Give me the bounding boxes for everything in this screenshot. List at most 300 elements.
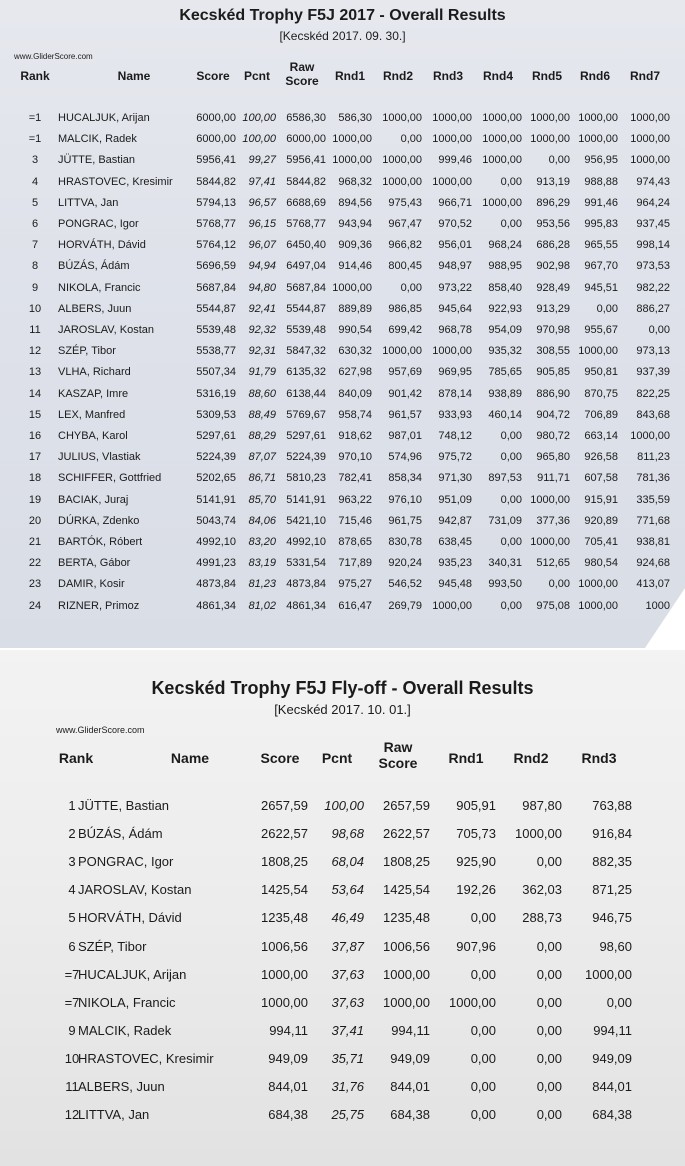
- col-header-rank: Rank: [58, 750, 94, 766]
- cell-r1: 907,96: [456, 938, 496, 954]
- cell-r6: 705,41: [584, 536, 618, 548]
- cell-r1: 627,98: [338, 366, 372, 379]
- cell-raw: 5421,10: [286, 514, 326, 527]
- cell-r3: 1000,00: [432, 133, 472, 146]
- cell-pcnt: 99,27: [248, 154, 276, 167]
- cell-r4: 731,09: [488, 514, 522, 527]
- cell-r7: 781,36: [636, 472, 670, 485]
- cell-score: 5224,39: [196, 451, 236, 464]
- cell-score: 5043,74: [196, 514, 236, 527]
- cell-score: 5539,48: [196, 324, 236, 336]
- cell-raw: 6135,32: [286, 366, 326, 379]
- cell-r6: 956,95: [584, 154, 618, 167]
- cell-r4: 0,00: [500, 536, 522, 548]
- cell-r5: 904,72: [536, 408, 570, 421]
- cell-pcnt: 37,63: [331, 966, 364, 982]
- cell-r1: 1000,00: [449, 994, 496, 1010]
- cell-score: 5844,82: [196, 175, 236, 188]
- cell-r1: 914,46: [338, 260, 372, 273]
- cell-r7: 938,81: [636, 536, 670, 548]
- cell-score: 5794,13: [196, 196, 236, 209]
- cell-rank: 10: [28, 302, 42, 315]
- cell-rank: 16: [28, 430, 42, 442]
- cell-name: BERTA, Gábor: [58, 557, 131, 570]
- cell-r3: 945,48: [438, 578, 472, 591]
- cell-r2: 1000,00: [382, 154, 422, 167]
- cell-score: 5696,59: [196, 260, 236, 273]
- cell-name: JAROSLAV, Kostan: [78, 882, 192, 898]
- cell-rank: 22: [28, 557, 42, 570]
- cell-rank: 7: [31, 239, 39, 252]
- col-header-rnd3: Rnd3: [433, 69, 463, 83]
- cell-raw: 6138,44: [286, 387, 326, 400]
- cell-name: NIKOLA, Francic: [58, 281, 141, 294]
- cell-raw: 5810,23: [286, 472, 326, 485]
- cell-rank: 15: [28, 408, 42, 421]
- cell-r5: 980,72: [536, 430, 570, 442]
- cell-r7: 924,68: [636, 557, 670, 570]
- cell-r3: 942,87: [438, 514, 472, 527]
- cell-pcnt: 94,80: [248, 281, 276, 294]
- cell-r4: 0,00: [500, 493, 522, 506]
- cell-rank: 13: [28, 366, 42, 379]
- cell-r6: 915,91: [584, 493, 618, 506]
- flyoff-title: Kecskéd Trophy F5J Fly-off - Overall Results: [151, 678, 534, 698]
- cell-rank: 5: [31, 196, 39, 209]
- cell-raw: 4992,10: [286, 536, 326, 548]
- cell-r5: 896,29: [536, 196, 570, 209]
- cell-raw: 5544,87: [286, 302, 326, 315]
- cell-r6: 870,75: [584, 387, 618, 400]
- flyoff-subtitle: [Kecskéd 2017. 10. 01.]: [274, 702, 411, 717]
- cell-r5: 886,90: [536, 387, 570, 400]
- col-header-pcnt: Pcnt: [321, 750, 353, 766]
- cell-name: DAMIR, Kosir: [58, 578, 125, 591]
- cell-r1: 943,94: [338, 218, 372, 230]
- cell-raw: 6000,00: [286, 133, 326, 146]
- cell-score: 5507,34: [196, 366, 236, 379]
- cell-r3: 882,35: [592, 854, 632, 870]
- col-header-name: Name: [117, 69, 151, 83]
- cell-score: 949,09: [268, 1050, 308, 1066]
- cell-raw: 6497,04: [286, 260, 326, 273]
- cell-r3: 975,72: [438, 451, 472, 464]
- cell-r4: 938,89: [488, 387, 522, 400]
- cell-rank: 11: [65, 1079, 79, 1094]
- cell-name: SZÉP, Tibor: [78, 938, 147, 954]
- cell-pcnt: 92,31: [248, 345, 276, 358]
- cell-r5: 1000,00: [530, 493, 570, 506]
- cell-name: CHYBA, Karol: [58, 430, 128, 442]
- cell-rank: 12: [64, 1107, 80, 1123]
- cell-pcnt: 96,07: [248, 239, 276, 252]
- cell-raw: 5847,32: [286, 345, 326, 358]
- cell-raw: 6688,69: [286, 196, 326, 209]
- cell-r2: 987,01: [388, 430, 422, 442]
- col-header-rank: Rank: [20, 69, 50, 83]
- cell-r3: 966,71: [438, 196, 472, 209]
- cell-rank: 14: [28, 387, 42, 400]
- cell-name: BÚZÁS, Ádám: [58, 260, 130, 273]
- cell-r4: 858,40: [488, 281, 522, 294]
- cell-pcnt: 81,02: [248, 599, 276, 612]
- cell-r6: 991,46: [584, 196, 618, 209]
- cell-r3: 951,09: [438, 493, 472, 506]
- cell-pcnt: 91,79: [248, 366, 276, 379]
- cell-pcnt: 68,04: [331, 854, 364, 870]
- cell-score: 5316,19: [196, 387, 236, 400]
- col-header-rnd2: Rnd2: [383, 69, 413, 83]
- cell-raw: 2657,59: [383, 798, 430, 813]
- cell-r2: 699,42: [388, 324, 422, 336]
- col-header-rnd1: Rnd1: [335, 69, 365, 83]
- cell-r2: 1000,00: [382, 345, 422, 358]
- cell-pcnt: 83,20: [248, 536, 276, 548]
- cell-name: PONGRAC, Igor: [58, 218, 139, 230]
- cell-r2: 1000,00: [515, 826, 562, 842]
- cell-r2: 901,42: [388, 387, 422, 400]
- cell-r1: 990,54: [338, 324, 372, 336]
- cell-raw: 1000,00: [383, 966, 430, 982]
- cell-score: 1000,00: [261, 994, 308, 1010]
- cell-score: 4991,23: [196, 557, 236, 570]
- cell-rank: 18: [28, 472, 42, 485]
- cell-r6: 706,89: [584, 408, 618, 421]
- cell-r7: 1000,00: [630, 430, 670, 442]
- cell-r2: 269,79: [388, 599, 422, 612]
- cell-r1: 840,09: [338, 387, 372, 400]
- cell-r4: 1000,00: [482, 154, 522, 167]
- cell-pcnt: 92,41: [248, 302, 276, 315]
- cell-score: 5141,91: [196, 493, 236, 506]
- cell-score: 6000,00: [196, 133, 236, 146]
- cell-r3: 994,11: [593, 1022, 632, 1038]
- cell-r3: 970,52: [438, 218, 472, 230]
- cell-pcnt: 97,41: [248, 175, 276, 188]
- cell-name: RIZNER, Primoz: [58, 599, 140, 612]
- cell-r1: 782,41: [338, 472, 372, 485]
- cell-r6: 0,00: [596, 302, 618, 315]
- cell-name: DÚRKA, Zdenko: [58, 514, 140, 527]
- cell-r6: 980,54: [584, 557, 618, 570]
- cell-r3: 684,38: [592, 1107, 632, 1123]
- cell-r7: 973,53: [636, 260, 670, 273]
- cell-score: 5538,77: [196, 345, 236, 358]
- col-header-raw-score: [366, 739, 430, 771]
- cell-r1: 0,00: [470, 1050, 496, 1066]
- cell-name: HORVÁTH, Dávid: [78, 910, 182, 926]
- cell-r1: 586,30: [338, 112, 372, 124]
- cell-r3: 949,09: [592, 1050, 632, 1066]
- site-credit: www.GliderScore.com: [14, 52, 93, 61]
- cell-r1: 715,46: [338, 514, 372, 527]
- cell-r5: 1000,00: [530, 133, 570, 146]
- cell-raw: 844,01: [390, 1079, 430, 1094]
- cell-r6: 988,88: [584, 175, 618, 188]
- cell-score: 4992,10: [196, 536, 236, 548]
- cell-raw: 6586,30: [286, 112, 326, 124]
- cell-r6: 945,51: [584, 281, 618, 294]
- cell-rank: 9: [31, 281, 39, 294]
- cell-name: PONGRAC, Igor: [78, 854, 174, 870]
- cell-pcnt: 84,06: [248, 514, 276, 527]
- cell-r4: 922,93: [488, 302, 522, 315]
- cell-r7: 1000: [645, 599, 670, 612]
- cell-rank: 9: [68, 1022, 76, 1038]
- cell-r4: 968,24: [488, 239, 522, 252]
- cell-pcnt: 81,23: [248, 578, 276, 591]
- cell-name: HRASTOVEC, Kresimir: [58, 175, 173, 188]
- cell-r4: 988,95: [488, 260, 522, 273]
- cell-pcnt: 37,63: [331, 994, 364, 1010]
- cell-pcnt: 53,64: [331, 882, 364, 898]
- cell-pcnt: 25,75: [331, 1107, 364, 1123]
- col-header-rnd5: Rnd5: [532, 69, 562, 83]
- cell-r2: 1000,00: [382, 175, 422, 188]
- cell-r7: 973,13: [636, 345, 670, 358]
- cell-r4: 935,32: [488, 345, 522, 358]
- cell-r7: 974,43: [636, 175, 670, 188]
- page-curl: [645, 588, 685, 648]
- col-header-score: Score: [260, 750, 300, 766]
- cell-rank: =7: [64, 994, 80, 1010]
- cell-r5: 308,55: [536, 345, 570, 358]
- cell-r3: 1000,00: [432, 112, 472, 124]
- col-header-raw-line2: Score: [378, 755, 418, 772]
- cell-pcnt: 98,68: [331, 826, 364, 842]
- cell-name: MALCIK, Radek: [58, 133, 137, 146]
- cell-r5: 902,98: [536, 260, 570, 273]
- cell-r2: 858,34: [388, 472, 422, 485]
- cell-r3: 971,30: [438, 472, 472, 485]
- cell-r4: 0,00: [500, 430, 522, 442]
- cell-r5: 686,28: [536, 239, 570, 252]
- cell-r1: 1000,00: [332, 154, 372, 167]
- cell-raw: 5141,91: [286, 493, 326, 506]
- cell-name: SZÉP, Tibor: [58, 345, 116, 358]
- cell-r2: 0,00: [536, 854, 562, 870]
- cell-r6: 1000,00: [578, 133, 618, 146]
- cell-rank: 11: [29, 324, 41, 336]
- cell-rank: 4: [31, 175, 39, 188]
- cell-name: BARTÓK, Róbert: [58, 536, 143, 548]
- cell-rank: 23: [28, 578, 42, 591]
- cell-r2: 0,00: [536, 1107, 562, 1123]
- cell-raw: 1235,48: [383, 910, 430, 926]
- cell-pcnt: 92,32: [248, 324, 276, 336]
- cell-r2: 0,00: [536, 1022, 562, 1038]
- cell-r2: 0,00: [536, 1050, 562, 1066]
- cell-r4: 0,00: [500, 175, 522, 188]
- cell-name: HORVÁTH, Dávid: [58, 239, 146, 252]
- col-header-raw-line1: Raw: [383, 739, 413, 755]
- cell-raw: 5844,82: [286, 175, 326, 188]
- cell-r4: 0,00: [500, 599, 522, 612]
- cell-score: 5764,12: [196, 239, 236, 252]
- cell-r3: 878,14: [438, 387, 472, 400]
- cell-r4: 340,31: [488, 557, 522, 570]
- cell-r7: 0,00: [648, 324, 670, 336]
- cell-r6: 926,58: [584, 451, 618, 464]
- cell-r4: 1000,00: [482, 196, 522, 209]
- cell-r1: 909,36: [338, 239, 372, 252]
- cell-r7: 998,14: [636, 239, 670, 252]
- cell-r7: 1000,00: [630, 133, 670, 146]
- cell-name: JÜTTE, Bastian: [78, 798, 170, 813]
- cell-r2: 0,00: [536, 1079, 562, 1094]
- cell-r5: 0,00: [548, 578, 570, 591]
- col-header-name: Name: [170, 750, 210, 766]
- cell-r7: 937,39: [636, 366, 670, 379]
- cell-rank: 6: [31, 218, 39, 230]
- cell-r2: 1000,00: [382, 112, 422, 124]
- col-header-rnd2: Rnd2: [513, 750, 549, 766]
- cell-pcnt: 88,29: [248, 430, 276, 442]
- cell-r7: 937,45: [636, 218, 670, 230]
- cell-r1: 0,00: [470, 1079, 496, 1094]
- cell-r1: 0,00: [470, 966, 496, 982]
- cell-r6: 995,83: [584, 218, 618, 230]
- cell-r1: 958,74: [338, 408, 372, 421]
- cell-raw: 5331,54: [286, 557, 326, 570]
- cell-r3: 968,78: [438, 324, 472, 336]
- cell-raw: 4873,84: [286, 578, 326, 591]
- cell-name: HUCALJUK, Arijan: [58, 112, 150, 124]
- cell-raw: 1808,25: [383, 854, 430, 870]
- cell-r3: 945,64: [438, 302, 472, 315]
- cell-score: 5956,41: [196, 154, 236, 167]
- cell-r6: 950,81: [584, 366, 618, 379]
- cell-pcnt: 100,00: [242, 112, 276, 124]
- col-header-rnd4: Rnd4: [483, 69, 513, 83]
- cell-r5: 512,65: [536, 557, 570, 570]
- cell-r1: 970,10: [338, 451, 372, 464]
- cell-rank: =1: [28, 112, 42, 124]
- col-header-rnd1: Rnd1: [448, 750, 484, 766]
- cell-r2: 961,57: [388, 408, 422, 421]
- results-subtitle: [Kecskéd 2017. 09. 30.]: [279, 29, 406, 43]
- col-header-pcnt: Pcnt: [243, 69, 270, 83]
- cell-r4: 0,00: [500, 218, 522, 230]
- cell-r3: 1000,00: [432, 345, 472, 358]
- cell-rank: =7: [64, 966, 80, 982]
- cell-rank: 24: [28, 599, 42, 612]
- cell-raw: 949,09: [390, 1050, 430, 1066]
- cell-r2: 987,80: [522, 798, 562, 813]
- cell-r3: 973,22: [438, 281, 472, 294]
- cell-score: 5687,84: [196, 281, 236, 294]
- cell-r6: 1000,00: [578, 112, 618, 124]
- cell-pcnt: 46,49: [331, 910, 364, 926]
- cell-r1: 630,32: [338, 345, 372, 358]
- cell-raw: 5687,84: [286, 281, 326, 294]
- cell-pcnt: 31,76: [331, 1079, 364, 1094]
- cell-raw: 4861,34: [286, 599, 326, 612]
- cell-name: LITTVA, Jan: [58, 196, 119, 209]
- cell-pcnt: 88,60: [248, 387, 276, 400]
- cell-name: HRASTOVEC, Kresimir: [78, 1050, 214, 1066]
- cell-r3: 98,60: [599, 938, 632, 954]
- cell-r7: 335,59: [636, 493, 670, 506]
- cell-r6: 965,55: [584, 239, 618, 252]
- cell-r6: 1000,00: [578, 578, 618, 591]
- cell-r4: 0,00: [500, 451, 522, 464]
- cell-r1: 0,00: [470, 1107, 496, 1123]
- cell-r2: 0,00: [400, 133, 422, 146]
- cell-r7: 843,68: [636, 408, 670, 421]
- cell-rank: 5: [68, 910, 76, 926]
- cell-r5: 965,80: [536, 451, 570, 464]
- cell-pcnt: 88,49: [248, 408, 276, 421]
- cell-pcnt: 83,19: [248, 557, 276, 570]
- cell-raw: 2622,57: [383, 826, 430, 842]
- cell-r7: 771,68: [636, 514, 670, 527]
- cell-rank: 12: [28, 345, 42, 358]
- col-header-rnd7: Rnd7: [630, 69, 660, 83]
- cell-r1: 705,73: [456, 826, 496, 842]
- cell-r5: 905,85: [536, 366, 570, 379]
- col-header-rnd6: Rnd6: [580, 69, 610, 83]
- col-header-raw-score: [278, 61, 326, 89]
- results-title: Kecskéd Trophy F5J 2017 - Overall Results: [179, 7, 506, 24]
- cell-r2: 574,96: [388, 451, 422, 464]
- cell-r2: 957,69: [388, 366, 422, 379]
- cell-r3: 0,00: [606, 994, 632, 1010]
- cell-r4: 1000,00: [482, 133, 522, 146]
- cell-pcnt: 100,00: [324, 798, 364, 813]
- cell-raw: 1425,54: [383, 882, 430, 898]
- cell-score: 1425,54: [261, 882, 308, 898]
- cell-name: NIKOLA, Francic: [78, 994, 176, 1010]
- cell-r1: 1000,00: [332, 133, 372, 146]
- cell-name: HUCALJUK, Arijan: [78, 966, 187, 982]
- cell-r6: 955,67: [584, 324, 618, 336]
- cell-r3: 844,01: [592, 1079, 632, 1094]
- cell-r5: 970,98: [536, 324, 570, 336]
- cell-r1: 925,90: [456, 854, 496, 870]
- cell-name: BACIAK, Juraj: [58, 493, 129, 506]
- cell-r3: 1000,00: [432, 175, 472, 188]
- cell-r1: 889,89: [338, 302, 372, 315]
- cell-r5: 913,19: [536, 175, 570, 188]
- cell-r2: 0,00: [536, 938, 562, 954]
- cell-raw: 5768,77: [286, 218, 326, 230]
- cell-score: 844,01: [268, 1079, 308, 1094]
- cell-r5: 1000,00: [530, 112, 570, 124]
- cell-r7: 1000,00: [630, 112, 670, 124]
- cell-name: VLHA, Richard: [58, 366, 131, 379]
- cell-r6: 663,14: [584, 430, 618, 442]
- cell-name: LEX, Manfred: [58, 408, 126, 421]
- cell-raw: 6450,40: [286, 239, 326, 252]
- cell-r2: 0,00: [536, 966, 562, 982]
- cell-name: LITTVA, Jan: [78, 1107, 150, 1123]
- cell-r2: 362,03: [522, 882, 562, 898]
- col-header-rnd3: Rnd3: [581, 750, 617, 766]
- cell-r7: 886,27: [636, 302, 670, 315]
- cell-r4: 785,65: [488, 366, 522, 379]
- cell-score: 4873,84: [196, 578, 236, 591]
- cell-score: 5768,77: [196, 218, 236, 230]
- cell-r1: 894,56: [338, 196, 372, 209]
- cell-name: ALBERS, Juun: [58, 302, 132, 315]
- cell-raw: 5956,41: [286, 154, 326, 167]
- cell-r1: 1000,00: [332, 281, 372, 294]
- cell-pcnt: 87,07: [248, 451, 276, 464]
- cell-name: JULIUS, Vlastiak: [58, 451, 141, 464]
- cell-r4: 954,09: [488, 324, 522, 336]
- cell-raw: 1006,56: [383, 938, 430, 954]
